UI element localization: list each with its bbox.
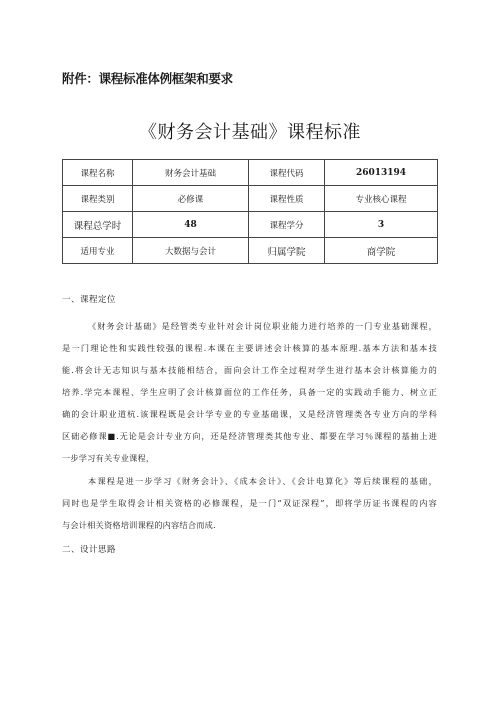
paragraph-line: 本课程是进一步学习《财务会计》、《成本会计》、《会计电算化》等后续课程的基础，	[88, 476, 437, 486]
table-cell-label: 适用专业	[63, 238, 133, 264]
paragraph-line: 是一门理论性和实践性较强的课程.本课在主要讲述会计核算的基本原理.基本方法和基本技	[62, 343, 437, 353]
table-cell-value: 专业核心课程	[325, 186, 438, 212]
paragraph-line: 区础必修课■.无论是会计专业方向，还是经济管理类其他专业、都要在学习％课程的基抽上进	[62, 431, 437, 441]
table-cell-label: 课程性质	[249, 186, 325, 212]
paragraph-line: 《财务会计基础》是经管类专业针对会计岗位职业能力进行培养的一门专业基础课程，	[88, 321, 437, 331]
paragraph-line: 能.将会计无志知识与基本技能相结合，面向会计工作全过程对学生进行基本会计核算能力的	[62, 365, 437, 375]
section-heading-design: 二、设计思路	[62, 545, 117, 555]
section-heading-positioning: 一、课程定位	[62, 295, 117, 305]
table-row	[63, 160, 438, 186]
table-cell-label: 课程总学时	[63, 212, 133, 238]
table-row	[63, 212, 438, 238]
table-cell-value: 商学院	[325, 238, 438, 264]
table-cell-label: 归属学院	[249, 238, 325, 264]
paragraph-line: 一步学习有关专业课程，	[62, 453, 155, 463]
table-row	[63, 186, 438, 212]
table-cell-label: 课程代码	[249, 160, 325, 186]
document-title: 《财务会计基础》课程标准	[139, 122, 361, 143]
table-cell-label: 课程名称	[63, 160, 133, 186]
table-cell-value: 必修课	[133, 186, 249, 212]
table-cell-value: 3	[325, 212, 438, 238]
table-cell-value: 大数据与会计	[133, 238, 249, 264]
table-cell-label: 课程类别	[63, 186, 133, 212]
paragraph-line: 确的会计职业道杭.该课程既是会计学专业的专业基础课，又是经济管理类各专业方向的学科	[62, 409, 437, 419]
paragraph-line: 同时也是学生取得会计相关资格的必修课程，是一门“双证深程”，即将学历证书课程的内容	[62, 498, 437, 508]
table-row	[63, 238, 438, 264]
table-cell-label: 课程学分	[249, 212, 325, 238]
paragraph-line: 与会计相关资格培训课程的内容结合而成.	[62, 520, 216, 530]
table-cell-value: 财务会计基础	[133, 160, 249, 186]
attachment-label: 附件：课程标准体例框架和要求	[62, 71, 233, 86]
paragraph-line: 培养.学完本课程、学生应明了会计核算面位的工作任务，具备一定的实践动手能力、树立正	[62, 387, 437, 397]
table-cell-value: 48	[133, 212, 249, 238]
table-cell-value: 26013194	[325, 160, 438, 186]
course-info-table	[62, 159, 438, 264]
